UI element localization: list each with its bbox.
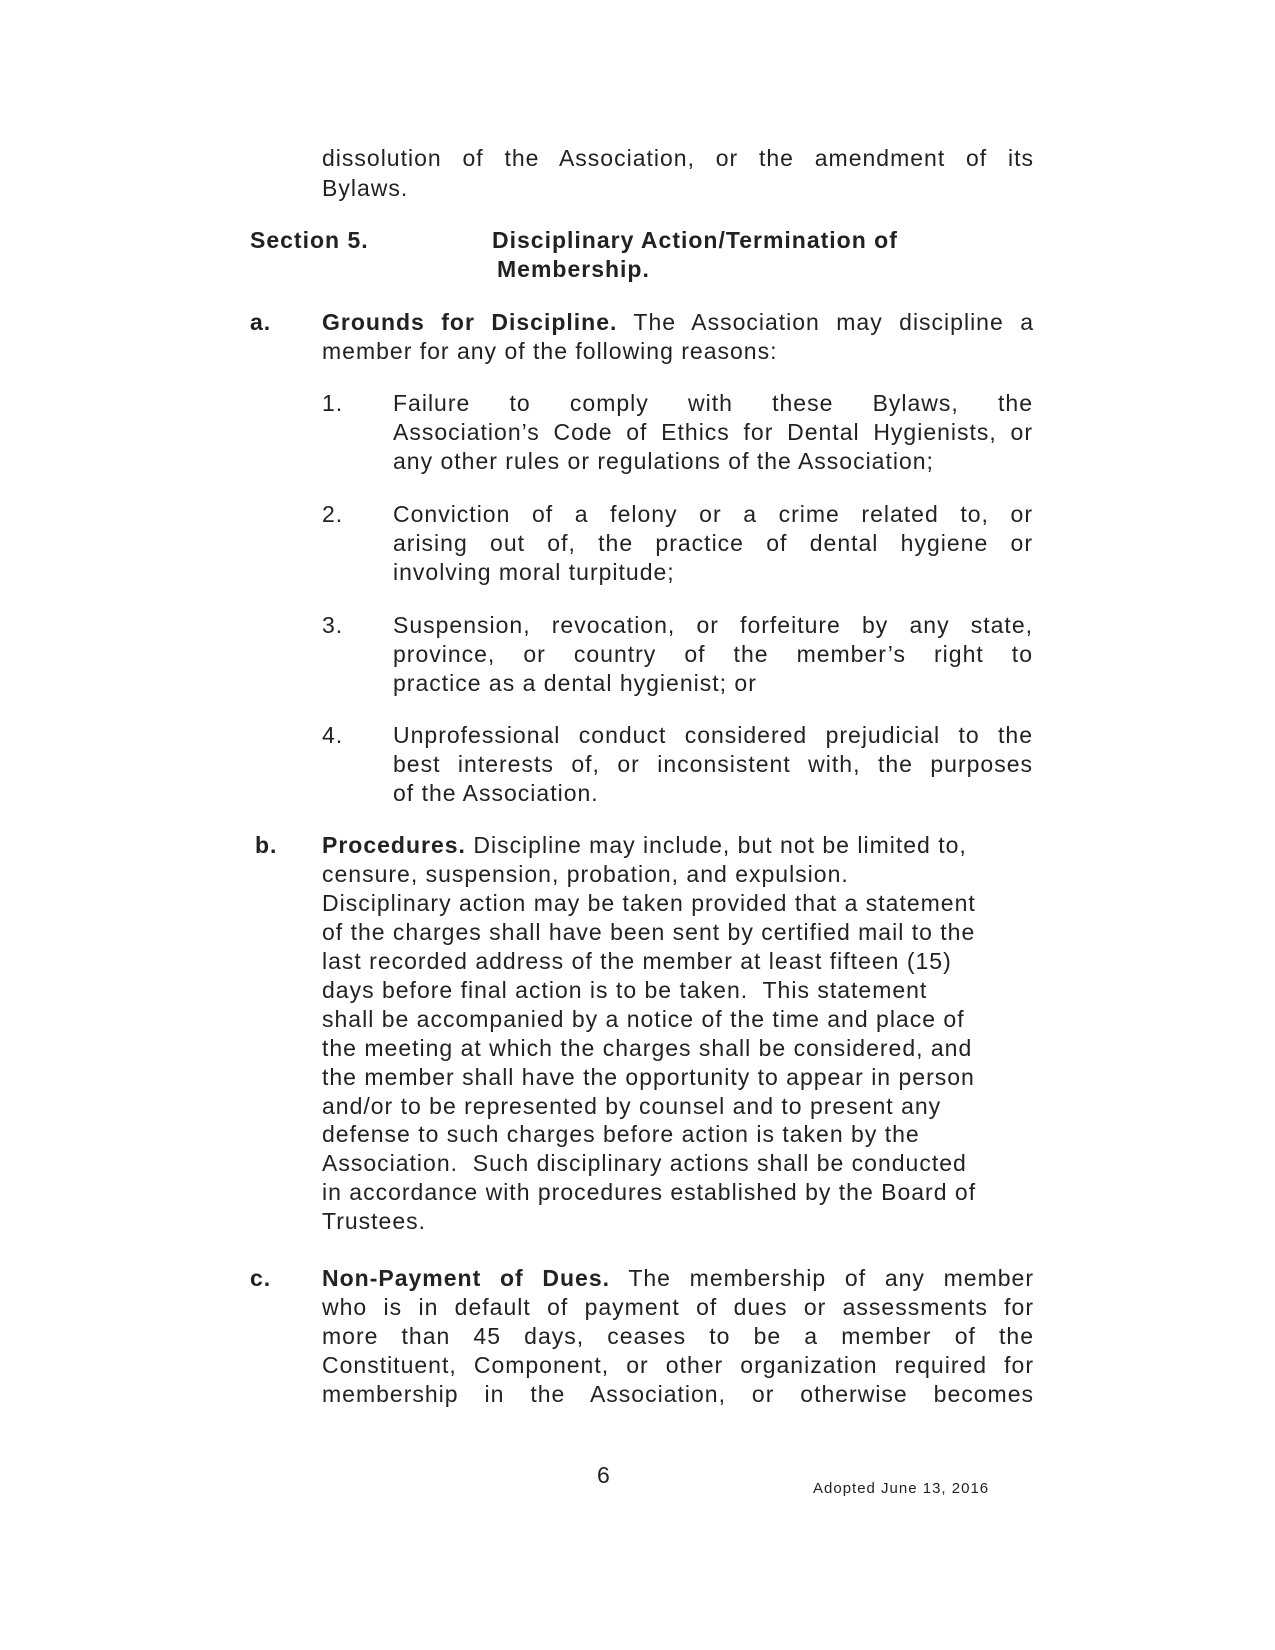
subitem-4-number: 4. — [322, 722, 344, 748]
subitem-2-number: 2. — [322, 501, 344, 527]
item-b-line-7: shall be accompanied by a notice of the time and place of — [322, 1006, 965, 1032]
subitem-1-line-3: any other rules or regulations of the Association; — [393, 448, 934, 474]
item-b-line-4: of the charges shall have been sent by certified mail to the — [322, 919, 976, 945]
subitem-2-line-2: arising out of, the practice of dental hygiene or — [393, 530, 1033, 556]
item-c-line-2: who is in default of payment of dues or assessments for — [322, 1294, 1034, 1320]
section-label: Section 5. — [250, 227, 369, 253]
item-b-line-12: Association. Such disciplinary actions shall be conducted — [322, 1150, 967, 1176]
subitem-2-line-1: Conviction of a felony or a crime related to, or — [393, 501, 1033, 527]
item-a-line-1-text: The Association may discipline a — [617, 309, 1034, 335]
section-title-line-1: Disciplinary Action/Termination of — [492, 227, 898, 253]
item-b-heading: Procedures. — [322, 832, 466, 858]
subitem-3-line-3: practice as a dental hygienist; or — [393, 670, 757, 696]
subitem-3-line-2: province, or country of the member’s right to — [393, 641, 1033, 667]
item-b-line-3: Disciplinary action may be taken provided that a statement — [322, 890, 976, 916]
item-a-line-1 — [322, 308, 1034, 338]
subitem-4-line-1: Unprofessional conduct considered prejudicial to the — [393, 722, 1033, 748]
item-c-line-4: Constituent, Component, or other organization required for — [322, 1352, 1034, 1378]
section-title-line-2: Membership. — [497, 256, 650, 282]
item-b-line-14: Trustees. — [322, 1208, 427, 1234]
item-a-line-2: member for any of the following reasons: — [322, 338, 778, 364]
subitem-2-line-3: involving moral turpitude; — [393, 559, 675, 585]
subitem-1-number: 1. — [322, 390, 344, 416]
subitem-3-number: 3. — [322, 612, 344, 638]
item-c-line-1 — [322, 1264, 1034, 1294]
item-c-heading: Non-Payment of Dues. — [322, 1265, 611, 1291]
item-c-marker: c. — [250, 1265, 272, 1291]
subitem-4-line-2: best interests of, or inconsistent with, the purposes — [393, 751, 1033, 777]
subitem-1-line-2: Association’s Code of Ethics for Dental Hygienists, or — [393, 419, 1033, 445]
item-b-line-11: defense to such charges before action is taken by the — [322, 1121, 920, 1147]
item-b-line-1 — [322, 831, 1034, 861]
item-c-line-1-text: The membership of any member — [610, 1265, 1034, 1291]
intro-line-1: dissolution of the Association, or the amendment of its — [322, 145, 1034, 171]
subitem-1-line-1: Failure to comply with these Bylaws, the — [393, 390, 1033, 416]
item-b-line-6: days before final action is to be taken. This statement — [322, 977, 928, 1003]
item-a-heading: Grounds for Discipline. — [322, 309, 618, 335]
subitem-3-line-1: Suspension, revocation, or forfeiture by any state, — [393, 612, 1033, 638]
adopted-date: Adopted June 13, 2016 — [813, 1480, 990, 1497]
item-b-line-1-text: Discipline may include, but not be limited to, — [465, 832, 967, 858]
item-c-line-3: more than 45 days, ceases to be a member of the — [322, 1323, 1034, 1349]
item-b-line-13: in accordance with procedures established by the Board of — [322, 1179, 977, 1205]
intro-line-2: Bylaws. — [322, 175, 409, 201]
item-b-line-8: the meeting at which the charges shall be considered, and — [322, 1035, 973, 1061]
subitem-4-line-3: of the Association. — [393, 780, 599, 806]
item-b-line-10: and/or to be represented by counsel and to present any — [322, 1093, 942, 1119]
item-a-marker: a. — [250, 309, 272, 335]
item-b-line-2: censure, suspension, probation, and expulsion. — [322, 861, 849, 887]
item-b-marker: b. — [255, 832, 278, 858]
item-b-line-9: the member shall have the opportunity to appear in person — [322, 1064, 975, 1090]
item-c-line-5: membership in the Association, or otherwise becomes — [322, 1381, 1034, 1407]
page-number: 6 — [597, 1462, 610, 1488]
item-b-line-5: last recorded address of the member at least fifteen (15) — [322, 948, 952, 974]
